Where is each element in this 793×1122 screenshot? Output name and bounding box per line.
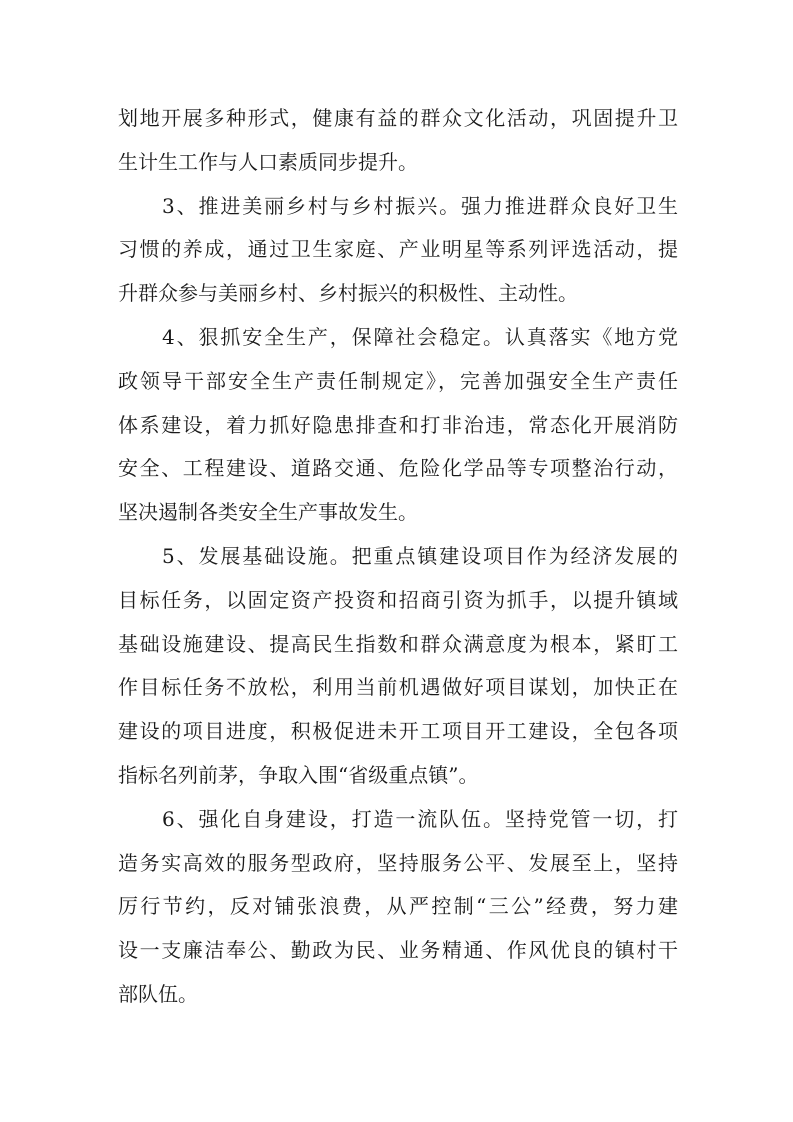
paragraph-line: 划地开展多种形式，健康有益的群众文化活动，巩固提升卫 — [118, 106, 678, 130]
paragraph-line: 习惯的养成，通过卫生家庭、产业明星等系列评选活动，提 — [118, 237, 678, 262]
paragraph-line: 基础设施建设、提高民生指数和群众满意度为根本，紧盯工 — [118, 631, 678, 656]
paragraph-line: 部队伍。 — [118, 981, 198, 1006]
paragraph-first-line: 3、推进美丽乡村与乡村振兴。强力推进群众良好卫生 — [162, 193, 678, 218]
paragraph-line: 指标名列前茅，争取入围“省级重点镇”。 — [118, 762, 479, 787]
paragraph-line: 造务实高效的服务型政府，坚持服务公平、发展至上，坚持 — [118, 850, 678, 875]
paragraph-first-line: 6、强化自身建设，打造一流队伍。坚持党管一切，打 — [162, 806, 678, 831]
paragraph-line: 安全、工程建设、道路交通、危险化学品等专项整治行动， — [118, 456, 678, 481]
paragraph-line: 政领导干部安全生产责任制规定》，完善加强安全生产责任 — [118, 368, 678, 393]
paragraph-first-line: 4、狠抓安全生产，保障社会稳定。认真落实《地方党 — [162, 324, 678, 349]
paragraph-line: 设一支廉洁奉公、勤政为民、业务精通、作风优良的镇村干 — [118, 938, 678, 963]
paragraph-line: 体系建设，着力抓好隐患排查和打非治违，常态化开展消防 — [118, 412, 678, 437]
paragraph-line: 目标任务，以固定资产投资和招商引资为抓手，以提升镇域 — [118, 587, 678, 612]
paragraph-line: 生计生工作与人口素质同步提升。 — [118, 149, 418, 174]
paragraph-line: 厉行节约，反对铺张浪费，从严控制“三公”经费，努力建 — [118, 894, 678, 919]
paragraph-line: 坚决遏制各类安全生产事故发生。 — [118, 500, 418, 525]
document-body — [118, 97, 678, 1017]
paragraph-first-line: 5、发展基础设施。把重点镇建设项目作为经济发展的 — [162, 543, 678, 568]
paragraph-line: 建设的项目进度，积极促进未开工项目开工建设，全包各项 — [118, 719, 678, 744]
paragraph-line: 作目标任务不放松，利用当前机遇做好项目谋划，加快正在 — [118, 675, 678, 700]
paragraph-line: 升群众参与美丽乡村、乡村振兴的积极性、主动性。 — [118, 281, 578, 306]
